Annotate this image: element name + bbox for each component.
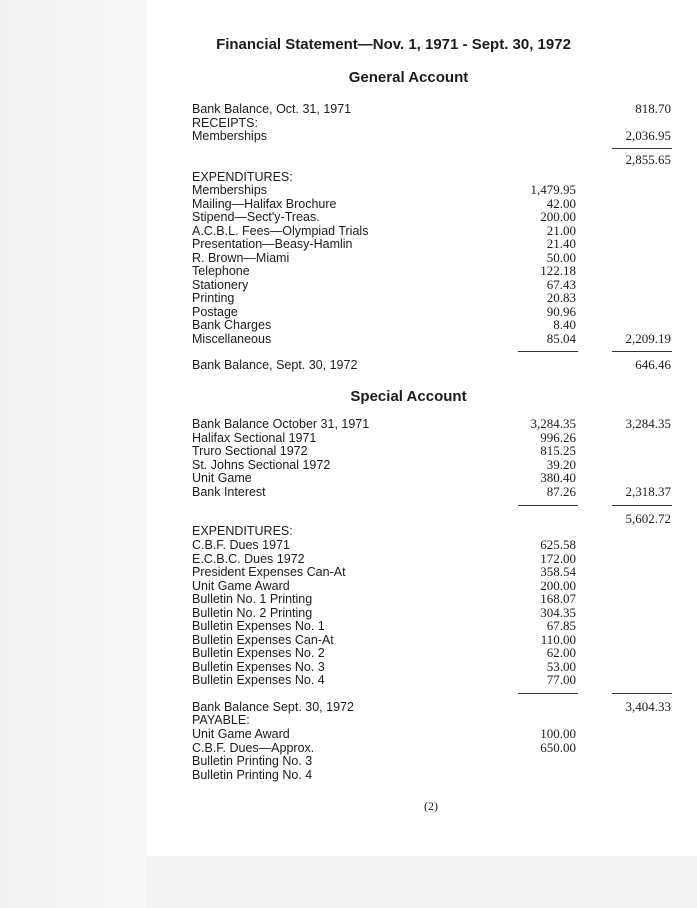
table-row: [0, 431, 697, 445]
row-amount: 168.07: [540, 591, 576, 606]
row-amount: 85.04: [546, 330, 576, 346]
general-expenditures-heading-row: [0, 170, 697, 184]
expenditures-heading: EXPENDITURES:: [192, 524, 293, 538]
table-row: [0, 251, 697, 265]
table-row: [0, 444, 697, 458]
special-closing-row: [0, 700, 697, 714]
table-row: [0, 592, 697, 606]
row-label: Bulletin No. 1 Printing: [192, 592, 313, 606]
table-row: [0, 224, 697, 238]
row-amount: 100.00: [540, 726, 576, 741]
page-title: Financial Statement—Nov. 1, 1971 - Sept. 30, 1972: [216, 36, 571, 53]
row-amount: 110.00: [540, 631, 576, 647]
table-row: [0, 741, 697, 755]
row-label: St. Johns Sectional 1972: [192, 457, 331, 472]
row-amount: 815.25: [540, 443, 576, 458]
row-label: E.C.B.C. Dues 1972: [192, 551, 305, 566]
row-amount: 62.00: [546, 645, 576, 660]
row-label: Bank Balance Sept. 30, 1972: [192, 700, 354, 714]
total-rule: [612, 693, 672, 694]
row-amount: 358.54: [540, 564, 576, 579]
table-row: [0, 768, 697, 782]
page-number: (2): [424, 799, 438, 813]
table-row: [0, 633, 697, 647]
row-label: Bank Balance, Sept. 30, 1972: [192, 358, 358, 372]
general-receipt-row: [0, 129, 697, 143]
general-account-heading: General Account: [348, 69, 469, 86]
row-label: R. Brown—Miami: [192, 250, 290, 265]
table-row: [0, 237, 697, 251]
receipts-heading: RECEIPTS:: [192, 116, 258, 130]
general-closing-row: [0, 358, 697, 372]
row-label: Bank Balance, Oct. 31, 1971: [192, 102, 352, 116]
row-label: President Expenses Can-At: [192, 565, 346, 579]
table-row: [0, 727, 697, 741]
row-amount: 67.43: [546, 276, 576, 292]
table-row: [0, 183, 697, 197]
row-amount: 42.00: [546, 195, 576, 211]
row-label: A.C.B.L. Fees—Olympiad Trials: [192, 223, 369, 238]
payable-heading-row: [0, 713, 697, 727]
table-row: [0, 210, 697, 224]
row-label: Truro Sectional 1972: [192, 444, 308, 458]
table-row: [0, 565, 697, 579]
row-label: Unit Game Award: [192, 727, 290, 741]
general-receipts-heading-row: [0, 116, 697, 130]
row-total: 2,209.19: [625, 330, 671, 346]
row-label: Bulletin Expenses Can-At: [192, 632, 334, 647]
table-row: [0, 278, 697, 292]
amount-rule: [518, 351, 578, 352]
table-row: [0, 619, 697, 633]
row-label: Bank Interest: [192, 484, 266, 499]
row-amount: 996.26: [540, 429, 576, 445]
row-amount: 380.40: [540, 470, 576, 485]
table-row: [0, 552, 697, 566]
amount-rule: [518, 693, 578, 694]
row-amount: 172.00: [540, 550, 576, 566]
row-label: Miscellaneous: [192, 331, 272, 346]
general-opening-row: [0, 102, 697, 116]
row-label: Postage: [192, 304, 238, 319]
row-label: Unit Game Award: [192, 578, 290, 593]
row-label: Bank Balance October 31, 1971: [192, 417, 370, 431]
row-label: Unit Game: [192, 471, 252, 485]
row-label: Bulletin Expenses No. 2: [192, 646, 325, 660]
table-row: [0, 485, 697, 499]
row-label: Bulletin No. 2 Printing: [192, 605, 313, 620]
row-amount: 3,284.35: [530, 416, 576, 431]
row-total: 3,284.35: [625, 416, 671, 431]
row-amount: 304.35: [540, 604, 576, 620]
row-amount: 1,479.95: [530, 182, 576, 197]
row-amount: 21.40: [546, 236, 576, 251]
row-amount: 39.20: [546, 456, 576, 472]
row-total: 646.46: [635, 357, 671, 372]
table-row: [0, 305, 697, 319]
row-total: 2,855.65: [625, 152, 671, 167]
table-row: [0, 646, 697, 660]
total-rule: [612, 505, 672, 506]
row-amount: 625.58: [540, 537, 576, 552]
row-label: Stationery: [192, 277, 249, 292]
table-row: [0, 332, 697, 346]
row-label: Bulletin Printing No. 4: [192, 767, 313, 782]
row-amount: 8.40: [553, 317, 576, 332]
row-label: Printing: [192, 291, 235, 305]
table-row: [0, 538, 697, 552]
row-amount: 200.00: [540, 577, 576, 593]
row-label: Bulletin Expenses No. 3: [192, 659, 325, 674]
row-label: Telephone: [192, 264, 250, 278]
row-label: Presentation—Beasy-Hamlin: [192, 237, 353, 251]
table-row: [0, 417, 697, 431]
row-amount: 20.83: [546, 290, 576, 305]
row-label: Halifax Sectional 1971: [192, 430, 317, 445]
amount-rule: [518, 505, 578, 506]
row-total: 5,602.72: [625, 511, 671, 526]
row-label: Memberships: [192, 183, 268, 197]
general-subtotal-row: [0, 153, 697, 167]
table-row: [0, 660, 697, 674]
row-label: Bulletin Printing No. 3: [192, 754, 313, 768]
total-rule: [612, 351, 672, 352]
row-amount: 650.00: [540, 739, 576, 755]
row-total: 818.70: [635, 101, 671, 116]
row-amount: 67.85: [546, 618, 576, 633]
row-label: Stipend—Sect'y-Treas.: [192, 210, 320, 224]
table-row: [0, 606, 697, 620]
row-label: Bulletin Expenses No. 4: [192, 673, 325, 687]
row-total: 2,318.37: [625, 483, 671, 499]
table-row: [0, 579, 697, 593]
payable-heading: PAYABLE:: [192, 713, 250, 727]
row-amount: 21.00: [546, 222, 576, 238]
row-amount: 87.26: [546, 483, 576, 499]
table-row: [0, 318, 697, 332]
table-row: [0, 754, 697, 768]
expenditures-heading: EXPENDITURES:: [192, 170, 293, 184]
row-label: C.B.F. Dues 1971: [192, 538, 290, 552]
row-amount: 200.00: [540, 209, 576, 224]
row-label: Bank Charges: [192, 318, 272, 332]
table-row: [0, 291, 697, 305]
row-total: 2,036.95: [625, 128, 671, 143]
row-amount: 90.96: [546, 303, 576, 319]
scan-margin-bottom: [147, 856, 697, 908]
row-total: 3,404.33: [625, 699, 671, 714]
row-amount: 77.00: [546, 672, 576, 687]
total-rule: [612, 148, 672, 149]
row-amount: 122.18: [540, 263, 576, 278]
row-label: C.B.F. Dues—Approx.: [192, 740, 315, 755]
table-row: [0, 264, 697, 278]
table-row: [0, 673, 697, 687]
table-row: [0, 458, 697, 472]
row-label: Memberships: [192, 129, 268, 143]
table-row: [0, 471, 697, 485]
row-amount: 53.00: [546, 658, 576, 674]
special-expenditures-heading-row: [0, 524, 697, 538]
row-label: Bulletin Expenses No. 1: [192, 619, 325, 633]
row-label: Mailing—Halifax Brochure: [192, 196, 337, 211]
special-account-heading: Special Account: [350, 388, 467, 405]
table-row: [0, 197, 697, 211]
row-amount: 50.00: [546, 249, 576, 265]
